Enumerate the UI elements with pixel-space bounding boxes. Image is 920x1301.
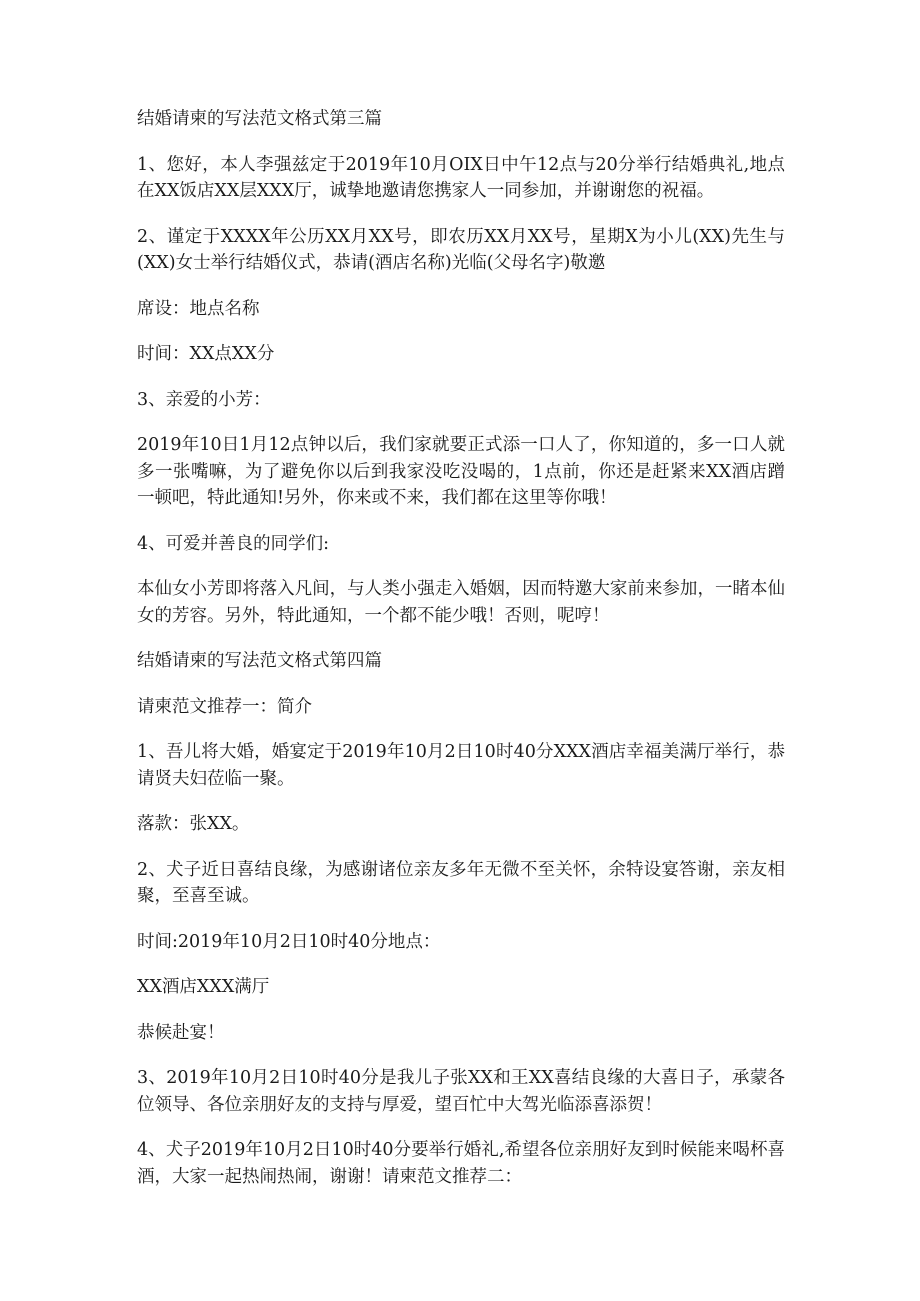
paragraph: 2、谨定于XXXX年公历XX月XX号，即农历XX月XX号，星期X为小儿(XX)先生与(XX)女士举行结婚仪式，恭请(酒店名称)光临(父母名字)敬邀	[137, 226, 785, 273]
paragraph: 席设：地点名称	[137, 298, 260, 319]
paragraph: 2019年10日1月12点钟以后，我们家就要正式添一口人了，你知道的，多一口人就多一张嘴嘛，为了避免你以后到我家没吃没喝的，1点前，你还是赶紧来XX酒店蹭一顿吧，特此通知!另外，你来或不来，我们都在这里等你哦！	[137, 435, 785, 508]
paragraph: 1、吾儿将大婚，婚宴定于2019年10月2日10时40分XXX酒店幸福美满厅举行，恭请贤夫妇莅临一聚。	[137, 742, 785, 789]
paragraph: 2、犬子近日喜结良缘，为感谢诸位亲友多年无微不至关怀，余特设宴答谢，亲友相聚，至喜至诚。	[137, 859, 785, 906]
section-heading-4: 结婚请柬的写法范文格式第四篇	[137, 651, 382, 671]
paragraph: 3、2019年10月2日10时40分是我儿子张XX和王XX喜结良缘的大喜日子，承蒙各位领导、各位亲朋好友的支持与厚爱，望百忙中大驾光临添喜添贺！	[137, 1068, 785, 1115]
paragraph: 时间：XX点XX分	[137, 344, 275, 364]
paragraph: 4、犬子2019年10月2日10时40分要举行婚礼,希望各位亲朋好友到时候能来喝杯喜酒，大家一起热闹热闹，谢谢！请柬范文推荐二：	[137, 1140, 785, 1187]
paragraph: 落款：张XX。	[137, 814, 250, 834]
paragraph: 3、亲爱的小芳：	[137, 389, 271, 410]
section-heading-3: 结婚请柬的写法范文格式第三篇	[137, 109, 382, 129]
paragraph: XX酒店XXX满厅	[137, 977, 270, 997]
paragraph: 恭候赴宴！	[137, 1022, 225, 1043]
paragraph: 时间:2019年10月2日10时40分地点：	[137, 931, 441, 952]
paragraph: 本仙女小芳即将落入凡间，与人类小强走入婚姻，因而特邀大家前来参加，一睹本仙女的芳容。另外，特此通知，一个都不能少哦！否则，呢哼！	[137, 579, 785, 626]
paragraph: 4、可爱并善良的同学们:	[137, 533, 330, 554]
document-body	[137, 106, 785, 1209]
paragraph: 1、您好，本人李强兹定于2019年10月OIX日中午12点与20分举行结婚典礼,地点在XX饭店XX层XXX厅，诚挚地邀请您携家人一同参加，并谢谢您的祝福。	[137, 154, 785, 201]
paragraph: 请柬范文推荐一：简介	[137, 696, 312, 717]
